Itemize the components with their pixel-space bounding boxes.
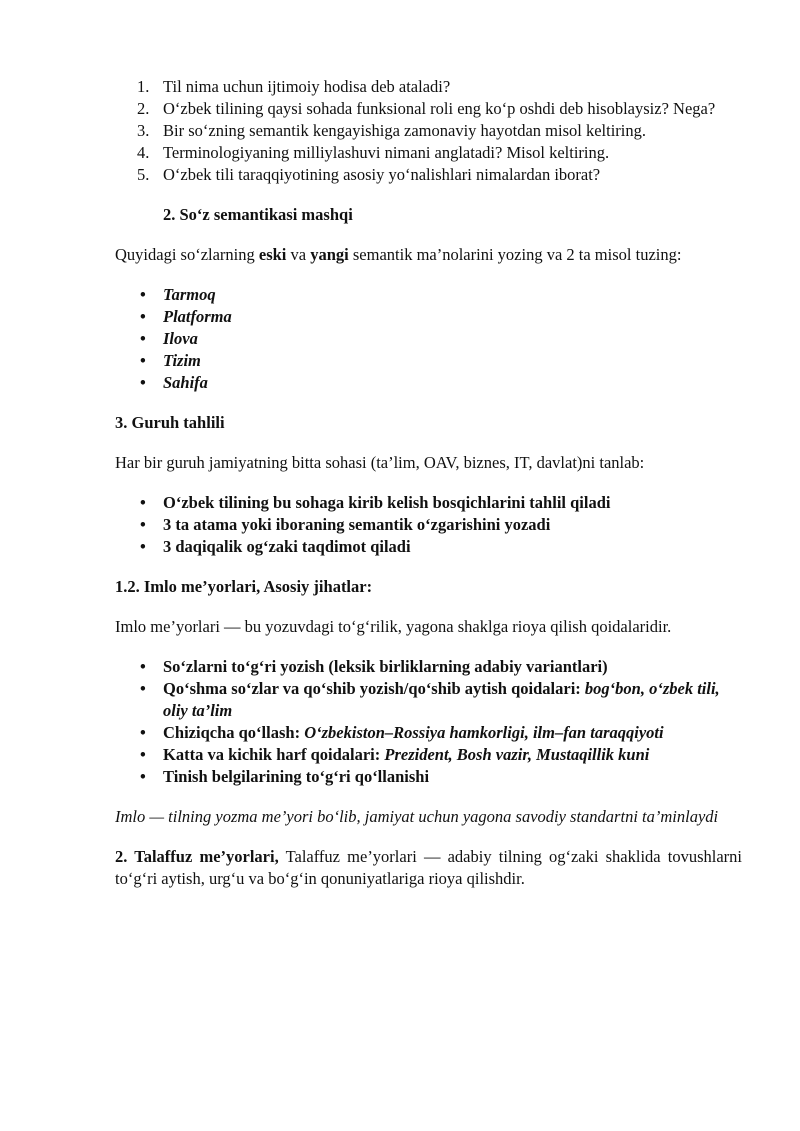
section-heading-group-analysis: 3. Guruh tahlili bbox=[115, 413, 225, 432]
group-task-list bbox=[115, 492, 742, 558]
list-item: • Ilova bbox=[140, 329, 198, 348]
list-item: • Sahifa bbox=[140, 373, 208, 392]
question-text: Bir so‘zning semantik kengayishiga zamonaviy hayotdan misol keltiring. bbox=[163, 121, 646, 140]
question-item: 3. Bir so‘zning semantik kengayishiga zamonaviy hayotdan misol keltiring. bbox=[137, 121, 646, 140]
section-heading-spelling-norms: 1.2. Imlo me’yorlari, Asosiy jihatlar: bbox=[115, 577, 373, 596]
list-item: • So‘zlarni to‘g‘ri yozish (leksik birliklarning adabiy variantlari) bbox=[140, 657, 608, 676]
list-item: • O‘zbek tilining bu sohaga kirib kelish bosqichlarini tahlil qiladi bbox=[140, 493, 611, 512]
word-list bbox=[115, 284, 742, 394]
section-heading-word-semantics: 2. So‘z semantikasi mashqi bbox=[163, 205, 353, 224]
question-item: 4. Terminologiyaning milliylashuvi nimani anglatadi? Misol keltiring. bbox=[137, 143, 610, 162]
list-item: • 3 ta atama yoki iboraning semantik o‘zgarishini yozadi bbox=[140, 515, 551, 534]
question-item: 1. Til nima uchun ijtimoiy hodisa deb ataladi? bbox=[137, 77, 451, 96]
question-item: 5. O‘zbek tili taraqqiyotining asosiy yo‘nalishlari nimalardan iborat? bbox=[137, 165, 601, 184]
list-item: • Tarmoq bbox=[140, 285, 216, 304]
list-item: • Katta va kichik harf qoidalari: Prezident, Bosh vazir, Mustaqillik kuni bbox=[140, 745, 650, 764]
spelling-definition: Imlo me’yorlari — bu yozuvdagi to‘g‘rilik, yagona shaklga rioya qilish qoidalaridir. bbox=[115, 617, 672, 636]
pronunciation-heading: 2. Talaffuz me’yorlari, bbox=[115, 847, 279, 866]
question-text: O‘zbek tili taraqqiyotining asosiy yo‘nalishlari nimalardan iborat? bbox=[163, 165, 601, 184]
list-item: • Tinish belgilarining to‘g‘ri qo‘llanishi bbox=[140, 767, 430, 786]
question-text: Terminologiyaning milliylashuvi nimani anglatadi? Misol keltiring. bbox=[163, 143, 610, 162]
list-item: • Chiziqcha qo‘llash: O‘zbekiston–Rossiya hamkorligi, ilm–fan taraqqiyoti bbox=[140, 723, 664, 742]
question-item: 2. O‘zbek tilining qaysi sohada funksional roli eng ko‘p oshdi deb hisoblaysiz? Nega? bbox=[137, 99, 716, 118]
document-content bbox=[115, 76, 742, 890]
list-item: • Qo‘shma so‘zlar va qo‘shib yozish/qo‘shib aytish qoidalari: bog‘bon, o‘zbek tili, oliy ta’lim bbox=[140, 679, 720, 720]
list-item: • 3 daqiqalik og‘zaki taqdimot qiladi bbox=[140, 537, 411, 556]
question-text: O‘zbek tilining qaysi sohada funksional roli eng ko‘p oshdi deb hisoblaysiz? Nega? bbox=[163, 99, 716, 118]
spelling-rule-list bbox=[115, 656, 742, 788]
question-list bbox=[115, 76, 742, 186]
section-intro-word-semantics: Quyidagi so‘zlarning eski va yangi semantik ma’nolarini yozing va 2 ta misol tuzing: bbox=[115, 245, 682, 264]
question-text: Til nima uchun ijtimoiy hodisa deb ataladi? bbox=[163, 77, 451, 96]
section-intro-group-analysis: Har bir guruh jamiyatning bitta sohasi (ta’lim, OAV, biznes, IT, davlat)ni tanlab: bbox=[115, 453, 645, 472]
list-item: • Tizim bbox=[140, 351, 201, 370]
list-item: • Platforma bbox=[140, 307, 232, 326]
pronunciation-paragraph: 2. Talaffuz me’yorlari, Talaffuz me’yorlari — adabiy tilning og‘zaki shaklida tovushlarni to‘g‘ri aytish, urg‘u va bo‘g‘in qonuniyatlariga rioya qilishdir. bbox=[115, 847, 742, 888]
spelling-summary: Imlo — tilning yozma me’yori bo‘lib, jamiyat uchun yagona savodiy standartni ta’minlaydi bbox=[115, 807, 719, 826]
